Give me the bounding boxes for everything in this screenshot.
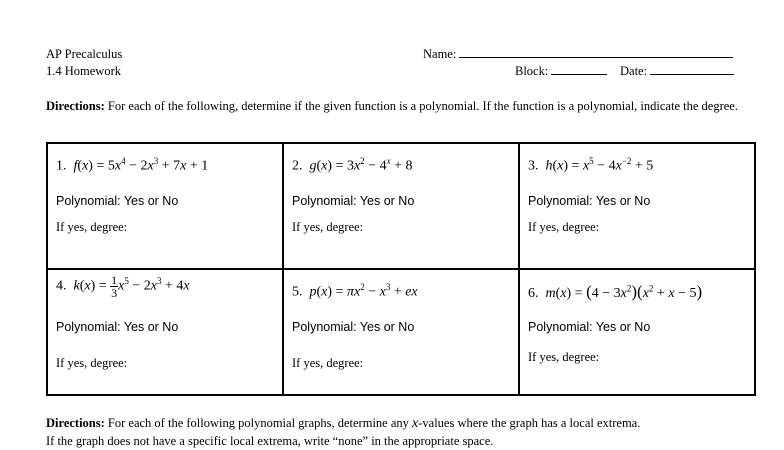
polynomial-choice[interactable]: Polynomial: Yes or No <box>528 194 651 208</box>
problem-4-number: 4. <box>56 278 67 294</box>
name-blank[interactable] <box>459 57 733 58</box>
date-field[interactable] <box>620 64 734 79</box>
block-label: Block: <box>515 64 549 78</box>
polynomial-choice[interactable]: Polynomial: Yes or No <box>56 194 179 208</box>
degree-prompt[interactable]: If yes, degree: <box>292 220 364 234</box>
polynomial-choice[interactable]: Polynomial: Yes or No <box>56 320 179 334</box>
problem-cell-4 <box>47 269 283 395</box>
degree-prompt[interactable]: If yes, degree: <box>528 350 600 364</box>
polynomial-choice[interactable]: Polynomial: Yes or No <box>292 320 415 334</box>
problem-cell-3 <box>519 143 755 269</box>
degree-prompt[interactable]: If yes, degree: <box>292 356 364 370</box>
problem-6-function: 6. $m(x) = (4 - 3x^2)(x^2 + x - 5)$ <box>528 282 703 301</box>
problem-4-function: 4. k(x) = $\frac{1}{3}$ $x^5 - 2x^3 + 4x$ <box>56 273 190 300</box>
block-field[interactable] <box>515 64 607 79</box>
directions-2-label: Directions: <box>46 416 105 430</box>
problem-6-number: 6. <box>528 286 539 301</box>
problem-cell-5 <box>283 269 519 395</box>
problem-2-number: 2. <box>292 158 303 174</box>
problem-3-number: 3. <box>528 158 539 174</box>
directions-1 <box>46 97 746 115</box>
degree-prompt[interactable]: If yes, degree: <box>56 220 128 234</box>
name-label: Name: <box>423 47 457 61</box>
problem-cell-1 <box>47 143 283 269</box>
directions-2-text-after: -values where the graph has a local extrema. <box>418 416 641 430</box>
polynomial-choice[interactable]: Polynomial: Yes or No <box>528 320 651 334</box>
directions-2-xvar: x <box>412 416 419 431</box>
block-blank[interactable] <box>551 74 607 75</box>
problem-5-number: 5. <box>292 284 303 300</box>
fraction-one-third: $\frac{1}{3}$ <box>111 273 118 300</box>
problem-cell-6 <box>519 269 755 395</box>
polynomial-choice[interactable]: Polynomial: Yes or No <box>292 194 415 208</box>
date-label: Date: <box>620 64 648 78</box>
problem-1-function: 1. $f(x) = 5x^4 - 2x^3 + 7x + 1$ <box>56 156 209 174</box>
problem-5-function: 5. $p(x) = \pi x^2 - x^3$ + ex <box>292 282 418 300</box>
directions-1-label: Directions: <box>46 99 105 113</box>
directions-1-text: For each of the following, determine if the given function is a polynomial. If the function is a polynomial, indicate the degree. <box>107 99 738 113</box>
degree-prompt[interactable]: If yes, degree: <box>528 220 600 234</box>
problem-3-function: 3. $h(x) = x^5 - 4x^{-2} + 5$ <box>528 156 654 174</box>
problem-2-function: 2. $g(x) = 3x^2 - 4^x + 8$ <box>292 156 413 174</box>
course-title: AP Precalculus <box>46 47 123 61</box>
date-blank[interactable] <box>650 74 734 75</box>
degree-prompt[interactable]: If yes, degree: <box>56 356 128 370</box>
problem-1-number: 1. <box>56 158 67 174</box>
directions-2 <box>46 414 766 433</box>
assignment-title: 1.4 Homework <box>46 64 121 78</box>
problem-cell-2 <box>283 143 519 269</box>
problem-grid <box>46 142 756 396</box>
directions-2-text: For each of the following polynomial graphs, determine any <box>107 416 409 430</box>
name-field[interactable] <box>423 47 733 62</box>
directions-2-line2: If the graph does not have a specific local extrema, write “none” in the appropriate space. <box>46 434 494 448</box>
